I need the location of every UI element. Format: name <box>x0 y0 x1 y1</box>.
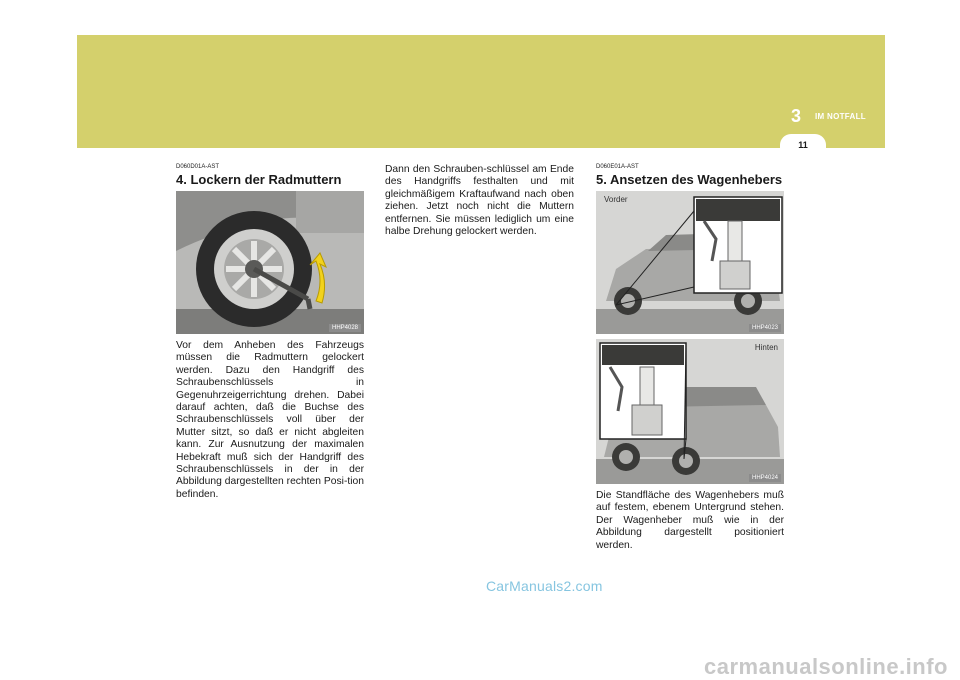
chapter-label: IM NOTFALL <box>815 112 866 121</box>
section-heading: 5. Ansetzen des Wagenhebers <box>596 172 783 187</box>
front-jack-photo <box>596 191 784 334</box>
front-jack-illustration <box>596 191 784 334</box>
watermark-carmanuals2: CarManuals2.com <box>486 578 603 594</box>
section-code: D060E01A-AST <box>596 164 639 170</box>
image-code: HHP4024 <box>749 474 781 482</box>
watermark-carmanualsonline: carmanualsonline.info <box>704 654 948 679</box>
section-lockern-continued <box>385 164 574 238</box>
image-code: HHP4028 <box>329 324 361 332</box>
wheel-wrench-illustration <box>176 191 364 334</box>
chapter-number: 3 <box>791 106 802 126</box>
section-lockern <box>176 164 364 501</box>
wheel-wrench-photo <box>176 191 364 334</box>
page-number: 11 <box>780 134 826 156</box>
body-text: Die Standfläche des Wagenhebers muß auf festem, ebenem Untergrund stehen. Der Wagenheber muß wie in der Abbildung dargestellt positioniert werden. <box>596 490 784 551</box>
rear-jack-illustration <box>596 339 784 484</box>
section-code: D060D01A-AST <box>176 164 220 170</box>
header-band <box>77 35 885 148</box>
image-code: HHP4023 <box>749 324 781 332</box>
rear-jack-photo <box>596 339 784 484</box>
section-wagenheber <box>596 164 784 552</box>
rear-label: Hinten <box>754 343 778 352</box>
body-text: Dann den Schrauben-schlüssel am Ende des Handgriffs festhalten und mit gleichmäßigem Kraftaufwand nach oben ziehen. Jetzt noch nicht die Muttern entfernen. Sie müssen lediglich um eine halbe Drehung gelockert werden. <box>385 164 574 238</box>
body-text: Vor dem Anheben des Fahrzeugs müssen die Radmuttern gelockert werden. Dazu den Handgriff des Schraubenschlüssels in Gegenuhrzeigerrichtung drehen. Dabei darauf achten, daß die Buchse des Schraubenschlüssels voll über der Mutter sitzt, so daß er nicht abgleiten kann. Zur Ausnutzung der maximalen Hebekraft muß sich der Handgriff des Schraubenschlüssels in der in der Abbildung dargestellten rechten Posi-tion befinden. <box>176 340 364 500</box>
front-label: Vorder <box>604 195 628 204</box>
section-heading: 4. Lockern der Radmuttern <box>176 172 342 187</box>
